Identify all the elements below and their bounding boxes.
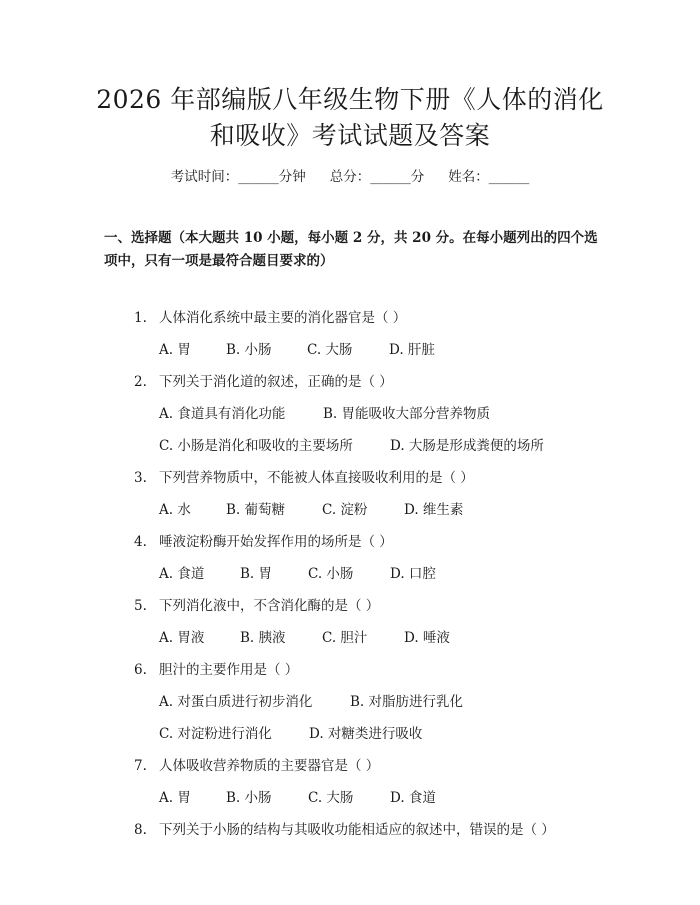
question-number: 1. <box>134 310 147 326</box>
option-d: D. 大肠是形成粪便的场所 <box>390 438 544 454</box>
option-b: B. 胰液 <box>240 630 286 646</box>
option-c: C. 小肠 <box>308 566 354 582</box>
question-number: 8. <box>134 822 147 838</box>
question-1-options <box>159 340 435 360</box>
question-4 <box>134 532 393 552</box>
option-b: B. 小肠 <box>226 790 272 806</box>
question-2-options-row-2 <box>159 436 544 456</box>
question-6-options-row-1 <box>159 692 463 712</box>
option-c: C. 大肠 <box>307 342 353 358</box>
question-8 <box>134 820 555 840</box>
question-text: 下列消化液中，不含消化酶的是（ ） <box>159 598 380 614</box>
option-d: D. 对糖类进行吸收 <box>309 726 423 742</box>
exam-title-line-1: 2026 年部编版八年级生物下册《人体的消化 <box>96 85 604 114</box>
question-3 <box>134 468 474 488</box>
option-d: D. 维生素 <box>404 502 464 518</box>
question-4-options <box>159 564 436 584</box>
option-a: A. 胃液 <box>159 630 205 646</box>
option-d: D. 食道 <box>390 790 436 806</box>
section-heading-choice <box>104 227 604 273</box>
question-text: 人体消化系统中最主要的消化器官是（ ） <box>159 310 407 326</box>
question-number: 2. <box>134 374 147 390</box>
question-3-options <box>159 500 463 520</box>
question-5 <box>134 596 379 616</box>
option-a: A. 食道具有消化功能 <box>159 406 286 422</box>
question-number: 5. <box>134 598 147 614</box>
option-b: B. 胃能吸收大部分营养物质 <box>323 406 491 422</box>
question-number: 3. <box>134 470 147 486</box>
option-d: D. 肝脏 <box>389 342 435 358</box>
option-d: D. 唾液 <box>404 630 450 646</box>
option-a: A. 水 <box>159 502 191 518</box>
question-number: 4. <box>134 534 147 550</box>
exam-title <box>60 82 640 154</box>
question-6 <box>134 660 298 680</box>
exam-title-line-2: 和吸收》考试试题及答案 <box>209 121 491 150</box>
section-heading-line-2: 项中，只有一项是最符合题目要求的） <box>104 253 334 269</box>
option-b: B. 胃 <box>240 566 273 582</box>
question-text: 唾液淀粉酶开始发挥作用的场所是（ ） <box>159 534 393 550</box>
student-name-field: 姓名：______ <box>448 169 530 185</box>
question-5-options <box>159 628 450 648</box>
option-c: C. 淀粉 <box>322 502 368 518</box>
question-2 <box>134 372 393 392</box>
option-a: A. 食道 <box>159 566 205 582</box>
option-c: C. 大肠 <box>308 790 354 806</box>
option-c: C. 胆汁 <box>322 630 368 646</box>
option-a: A. 胃 <box>159 790 191 806</box>
question-2-options-row-1 <box>159 404 490 424</box>
question-number: 6. <box>134 662 147 678</box>
question-7 <box>134 756 379 776</box>
question-1 <box>134 308 406 328</box>
question-text: 下列关于小肠的结构与其吸收功能相适应的叙述中，错误的是（ ） <box>159 822 555 838</box>
question-text: 人体吸收营养物质的主要器官是（ ） <box>159 758 380 774</box>
exam-info-line <box>0 166 700 188</box>
option-d: D. 口腔 <box>390 566 436 582</box>
exam-time-field: 考试时间：______分钟 <box>170 169 306 185</box>
option-c: C. 小肠是消化和吸收的主要场所 <box>159 438 353 454</box>
total-score-field: 总分：______分 <box>329 169 425 185</box>
option-b: B. 对脂肪进行乳化 <box>350 694 464 710</box>
option-b: B. 葡萄糖 <box>226 502 286 518</box>
section-heading-line-1: 一、选择题（本大题共 10 小题，每小题 2 分，共 20 分。在每小题列出的四个选 <box>104 230 598 246</box>
question-7-options <box>159 788 436 808</box>
question-text: 下列关于消化道的叙述，正确的是（ ） <box>159 374 393 390</box>
option-b: B. 小肠 <box>226 342 272 358</box>
option-c: C. 对淀粉进行消化 <box>159 726 272 742</box>
question-number: 7. <box>134 758 147 774</box>
question-6-options-row-2 <box>159 724 422 744</box>
question-text: 下列营养物质中，不能被人体直接吸收利用的是（ ） <box>159 470 474 486</box>
option-a: A. 对蛋白质进行初步消化 <box>159 694 313 710</box>
question-text: 胆汁的主要作用是（ ） <box>159 662 299 678</box>
option-a: A. 胃 <box>159 342 191 358</box>
